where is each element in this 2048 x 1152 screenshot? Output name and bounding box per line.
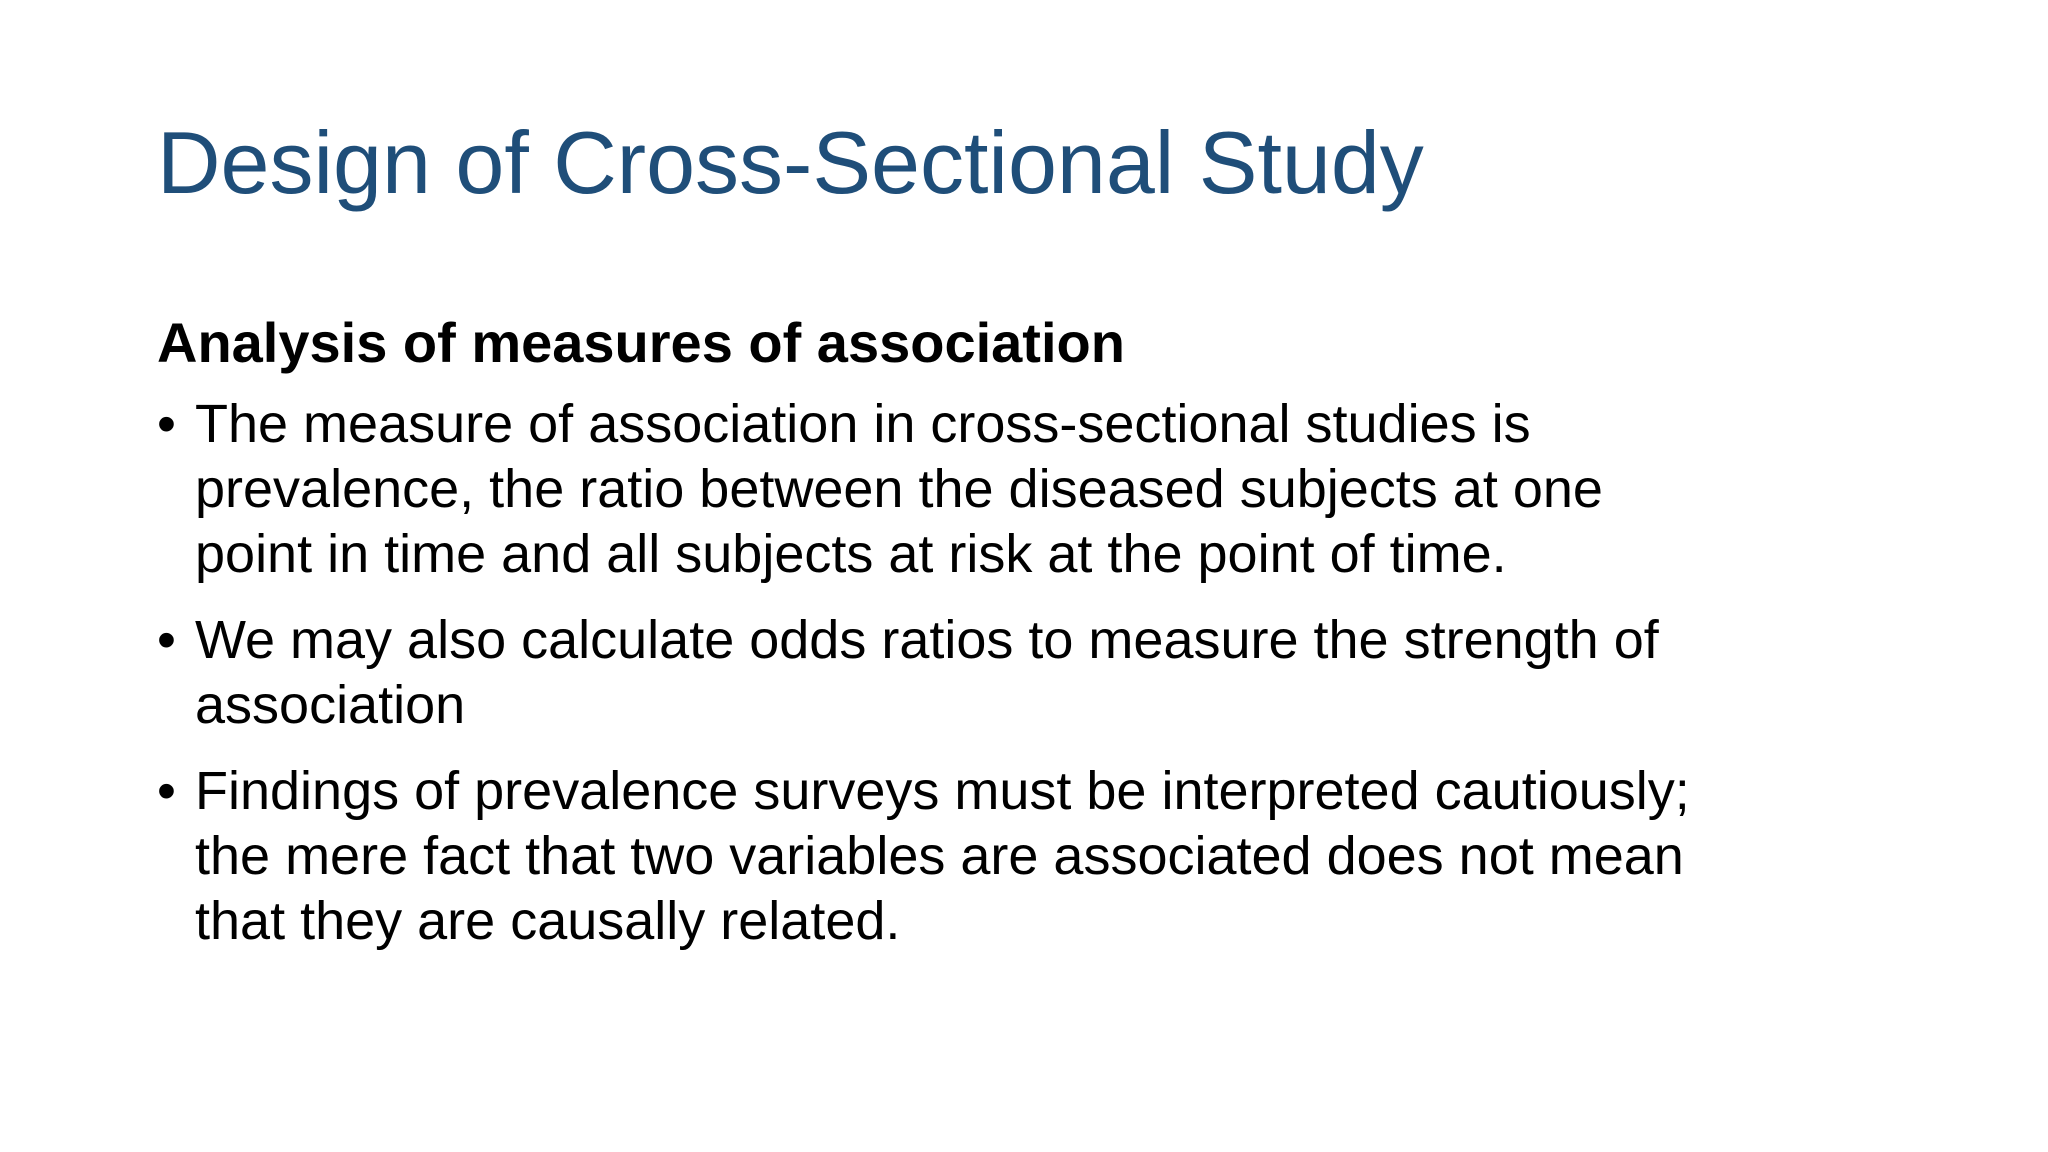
slide-content: [157, 308, 1957, 975]
bullet-line: The measure of association in cross-sectional studies is: [195, 394, 1531, 454]
bullet-line: Findings of prevalence surveys must be interpreted cautiously;: [195, 761, 1690, 821]
bullet-item-odds-ratios: [157, 608, 1957, 738]
bullet-line: that they are causally related.: [195, 891, 901, 951]
bullet-icon: •: [157, 761, 176, 821]
bullet-item-prevalence: [157, 392, 1957, 587]
bullet-text: [195, 608, 1957, 738]
bullet-line: the mere fact that two variables are associated does not mean: [195, 826, 1684, 886]
bullet-item-causality-caution: [157, 759, 1957, 954]
bullet-line: association: [195, 675, 466, 735]
bullet-line: We may also calculate odds ratios to measure the strength of: [195, 610, 1659, 670]
section-subheading: Analysis of measures of association: [157, 311, 1125, 374]
bullet-list: [157, 392, 1957, 954]
slide-title: Design of Cross-Sectional Study: [157, 113, 1424, 212]
bullet-text: [195, 392, 1957, 587]
bullet-icon: •: [157, 394, 176, 454]
bullet-line: point in time and all subjects at risk at the point of time.: [195, 524, 1507, 584]
bullet-line: prevalence, the ratio between the diseased subjects at one: [195, 459, 1603, 519]
bullet-text: [195, 759, 1957, 954]
bullet-icon: •: [157, 610, 176, 670]
